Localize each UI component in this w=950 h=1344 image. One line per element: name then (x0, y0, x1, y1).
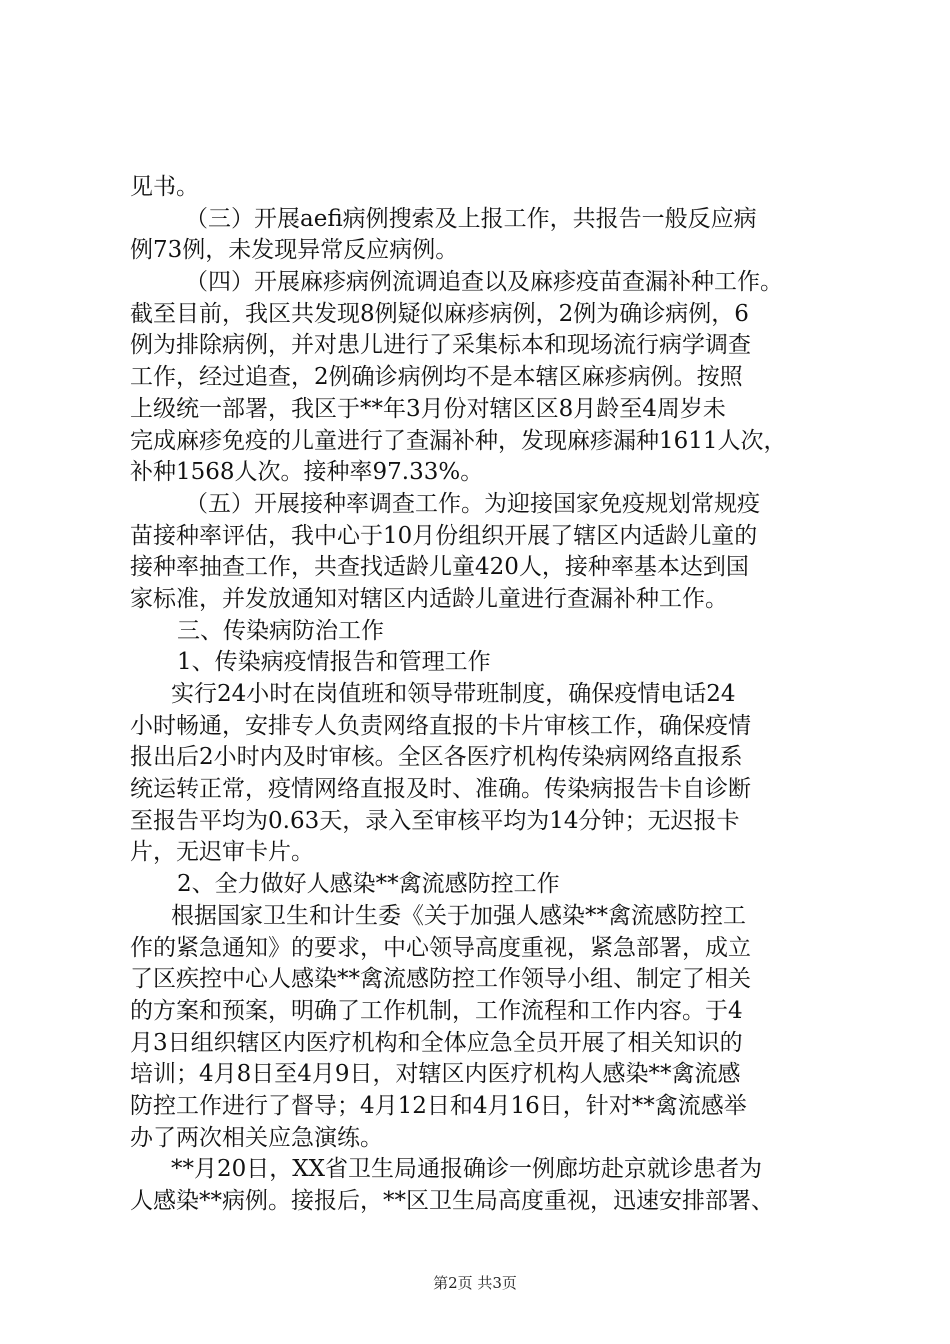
page-footer: 第2页 共3页 (433, 1274, 517, 1292)
text-line: 接种率抽查工作，共查找适龄儿童420人，接种率基本达到国 (130, 554, 749, 581)
text-line: 人感染**病例。接报后，**区卫生局高度重视，迅速安排部署、 (130, 1188, 774, 1214)
text-line: 报出后2小时内及时审核。全区各医疗机构传染病网络直报系 (130, 744, 743, 771)
text-line: 实行24小时在岗值班和领导带班制度，确保疫情电话24 (171, 681, 736, 707)
text-line: 小时畅通，安排专人负责网络直报的卡片审核工作，确保疫情 (130, 712, 751, 739)
text-line: 根据国家卫生和计生委《关于加强人感染**禽流感防控工 (171, 902, 746, 929)
text-line: （三）开展aefi病例搜索及上报工作，共报告一般反应病 (185, 205, 757, 232)
text-line: 完成麻疹免疫的儿童进行了查漏补种，发现麻疹漏种1611人次， (130, 427, 787, 454)
text-line: 三、传染病防治工作 (177, 617, 384, 644)
text-line: 例为排除病例，并对患儿进行了采集标本和现场流行病学调查 (130, 332, 751, 359)
text-line: 截至目前，我区共发现8例疑似麻疹病例，2例为确诊病例，6 (130, 300, 749, 327)
text-line: 作的紧急通知》的要求，中心领导高度重视，紧急部署，成立 (130, 934, 751, 961)
text-line: 上级统一部署，我区于**年3月份对辖区区8月龄至4周岁未 (130, 395, 726, 422)
text-line: 片，无迟审卡片。 (130, 839, 314, 866)
text-line: 了区疾控中心人感染**禽流感防控工作领导小组、制定了相关 (130, 966, 751, 993)
text-line: 办了两次相关应急演练。 (130, 1124, 383, 1151)
text-line: 见书。 (130, 174, 199, 200)
text-line: 月3日组织辖区内医疗机构和全体应急全员开展了相关知识的 (130, 1029, 743, 1056)
text-line: 工作，经过追查，2例确诊病例均不是本辖区麻疹病例。按照 (130, 364, 743, 391)
text-line: 的方案和预案，明确了工作机制，工作流程和工作内容。于4 (130, 997, 743, 1024)
text-line: 统运转正常，疫情网络直报及时、准确。传染病报告卡自诊断 (130, 776, 751, 803)
text-line: 例73例，未发现异常反应病例。 (130, 237, 459, 264)
text-line: 1、传染病疫情报告和管理工作 (177, 649, 491, 676)
text-line: 防控工作进行了督导；4月12日和4月16日，针对**禽流感举 (130, 1092, 747, 1119)
text-line: 至报告平均为0.63天，录入至审核平均为14分钟；无迟报卡 (130, 807, 740, 834)
text-line: 2、全力做好人感染**禽流感防控工作 (177, 871, 560, 898)
document-body (130, 172, 842, 1218)
text-line: 家标准，并发放通知对辖区内适龄儿童进行查漏补种工作。 (130, 585, 728, 612)
text-line: 苗接种率评估，我中心于10月份组织开展了辖区内适龄儿童的 (130, 522, 758, 549)
text-line: （五）开展接种率调查工作。为迎接国家免疫规划常规疫 (185, 490, 760, 517)
text-line: （四）开展麻疹病例流调追查以及麻疹疫苗查漏补种工作。 (185, 269, 783, 296)
text-line: **月20日，XX省卫生局通报确诊一例廊坊赴京就诊患者为 (171, 1156, 763, 1183)
text-line: 培训；4月8日至4月9日，对辖区内医疗机构人感染**禽流感 (130, 1061, 741, 1088)
text-line: 补种1568人次。接种率97.33%。 (130, 459, 484, 486)
